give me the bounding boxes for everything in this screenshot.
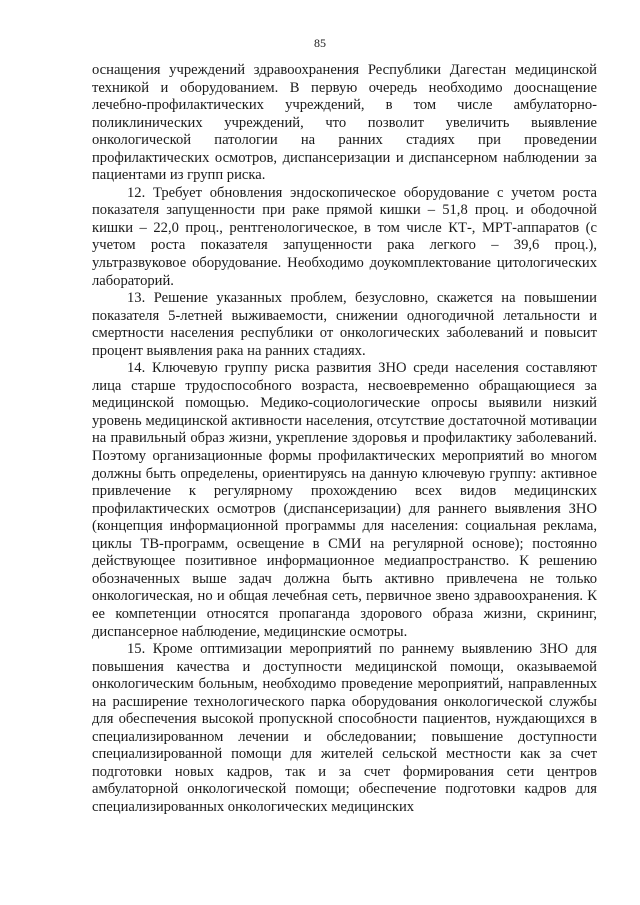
paragraph-14: 14. Ключевую группу риска развития ЗНО среди населения составляют лица старше трудоспособного возраста, несвоевременно обращающиеся за медицинской помощью. Медико-социологические опросы выявили низкий уровень медицинской активности населения, отсутствие достаточной мотивации на правильный образ жизни, укрепление здоровья и профилактику заболеваний. Поэтому организационные формы профилактических мероприятий во многом должны быть определены, ориентируясь на данную ключевую группу: активное привлечение к регулярному прохождению всех видов медицинских профилактических осмотров (диспансеризации) для раннего выявления ЗНО (концепция информационной программы для населения: социальная реклама, циклы ТВ-программ, освещение в СМИ на регулярной основе); постоянно действующее позитивное информационное медиапространство. К решению обозначенных выше задач должна быть активно привлечена не только онкологическая, но и общая лечебная сеть, первичное звено здравоохранения. К ее компетенции относятся пропаганда здорового образа жизни, скрининг, диспансерное наблюдение, медицинские осмотры.	[92, 360, 597, 640]
paragraph-15: 15. Кроме оптимизации мероприятий по раннему выявлению ЗНО для повышения качества и доступности медицинской помощи, оказываемой онкологическим больным, необходимо проведение мероприятий, направленных на расширение технологического парка оборудования онкологической службы для обеспечения высокой пропускной способности пациентов, нуждающихся в специализированном лечении и обследовании; повышение доступности специализированной помощи для жителей сельской местности как за счет подготовки новых кадров, так и за счет формирования сети центров амбулаторной онкологической помощи; обеспечение подготовки кадров для специализированных онкологических медицинских	[92, 641, 597, 815]
paragraph-13: 13. Решение указанных проблем, безусловно, скажется на повышении показателя 5-летней выживаемости, снижении одногодичной летальности и смертности населения республики от онкологических заболеваний и повысит процент выявления рака на ранних стадиях.	[92, 290, 597, 359]
document-body	[92, 62, 597, 817]
paragraph-12: 12. Требует обновления эндоскопическое оборудование с учетом роста показателя запущенности при раке прямой кишки – 51,8 проц. и ободочной кишки – 22,0 проц., рентгенологическое, в том числе КТ-, МРТ-аппаратов (с учетом роста показателя запущенности рака легкого – 39,6 проц.), ультразвуковое оборудование. Необходимо доукомплектование цитологических лабораторий.	[92, 184, 597, 289]
paragraph-continuation: оснащения учреждений здравоохранения Республики Дагестан медицинской техникой и оборудованием. В первую очередь необходимо дооснащение лечебно-профилактических учреждений, в том числе амбулаторно-поликлинических учреждений, что позволит увеличить выявление онкологической патологии на ранних стадиях при проведении профилактических осмотров, диспансеризации и диспансерном наблюдении за пациентами из групп риска.	[92, 62, 597, 184]
page-number: 85	[314, 36, 326, 50]
